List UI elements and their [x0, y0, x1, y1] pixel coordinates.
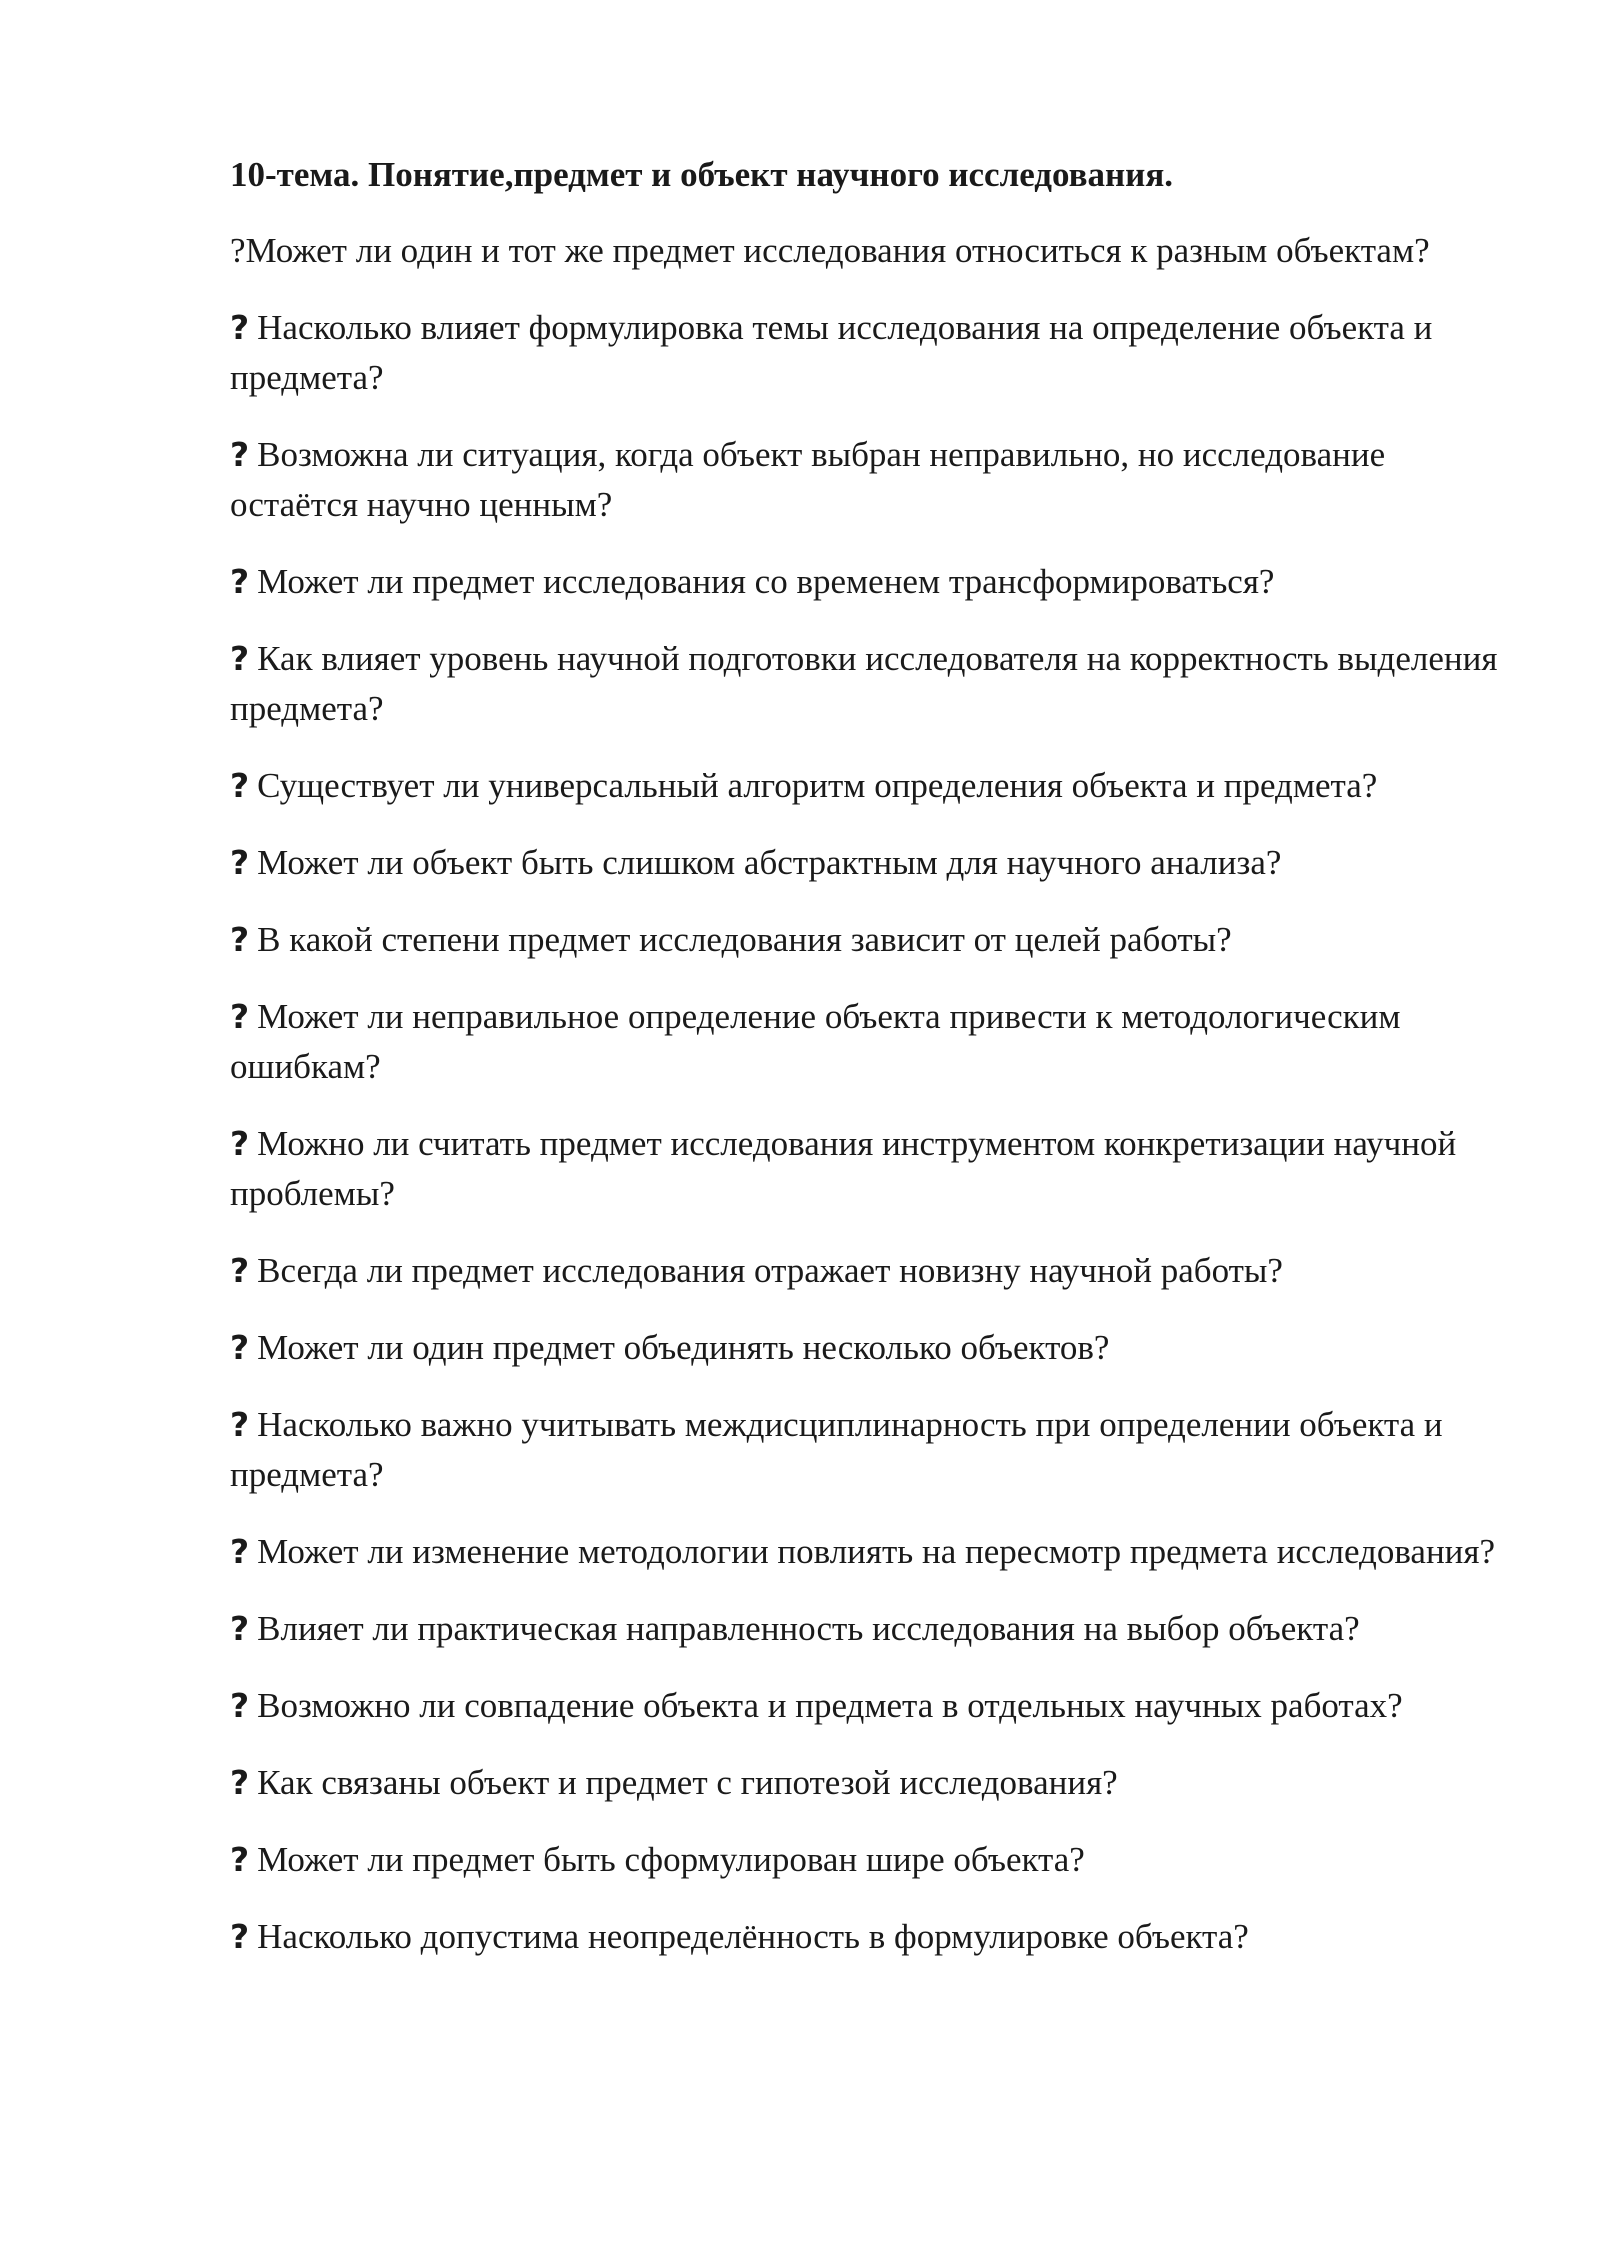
- question-item: [230, 634, 1500, 734]
- question-item: [230, 303, 1500, 403]
- question-mark-icon: ?: [230, 562, 250, 601]
- question-mark-icon: ?: [230, 1328, 250, 1367]
- question-text: В какой степени предмет исследования зависит от целей работы?: [257, 920, 1232, 959]
- question-item: [230, 838, 1500, 888]
- question-text: Насколько влияет формулировка темы исследования на определение объекта и предмета?: [230, 308, 1433, 397]
- question-mark-icon: ?: [230, 308, 250, 347]
- question-item: [230, 1246, 1500, 1296]
- question-text: Насколько важно учитывать междисциплинарность при определении объекта и предмета?: [230, 1405, 1443, 1494]
- question-item: [230, 430, 1500, 530]
- question-item: [230, 1912, 1500, 1962]
- question-item: [230, 761, 1500, 811]
- question-mark-icon: ?: [230, 1686, 250, 1725]
- document-title: 10-тема. Понятие,предмет и объект научного исследования.: [230, 155, 1174, 194]
- question-mark-icon: ?: [230, 843, 250, 882]
- question-mark-icon: ?: [230, 1609, 250, 1648]
- question-mark-icon: ?: [230, 766, 250, 805]
- document-content: [230, 150, 1500, 1989]
- question-item: [230, 1604, 1500, 1654]
- question-item: [230, 1400, 1500, 1500]
- question-item: [230, 226, 1500, 276]
- question-mark-icon: ?: [230, 1251, 250, 1290]
- question-text: Как связаны объект и предмет с гипотезой исследования?: [257, 1763, 1118, 1802]
- question-text: Возможна ли ситуация, когда объект выбран неправильно, но исследование остаётся научно ценным?: [230, 435, 1386, 524]
- question-mark-icon: ?: [230, 1532, 250, 1571]
- question-item: [230, 557, 1500, 607]
- question-text: Может ли один предмет объединять несколько объектов?: [257, 1328, 1110, 1367]
- question-text: Может ли предмет быть сформулирован шире объекта?: [257, 1840, 1085, 1879]
- question-item: [230, 1681, 1500, 1731]
- question-item: [230, 1119, 1500, 1219]
- question-mark-icon: ?: [230, 1917, 250, 1956]
- question-item: [230, 1527, 1500, 1577]
- question-text: Может ли предмет исследования со временем трансформироваться?: [257, 562, 1275, 601]
- question-item: [230, 992, 1500, 1092]
- question-item: [230, 1323, 1500, 1373]
- question-mark-icon: ?: [230, 435, 250, 474]
- question-mark-icon: ?: [230, 231, 246, 270]
- question-mark-icon: ?: [230, 997, 250, 1036]
- question-text: Может ли объект быть слишком абстрактным для научного анализа?: [257, 843, 1282, 882]
- question-item: [230, 1835, 1500, 1885]
- question-text: Как влияет уровень научной подготовки исследователя на корректность выделения предмета?: [230, 639, 1498, 728]
- question-mark-icon: ?: [230, 1124, 250, 1163]
- question-mark-icon: ?: [230, 1840, 250, 1879]
- question-mark-icon: ?: [230, 639, 250, 678]
- question-text: Влияет ли практическая направленность исследования на выбор объекта?: [257, 1609, 1360, 1648]
- question-item: [230, 915, 1500, 965]
- question-text: Всегда ли предмет исследования отражает новизну научной работы?: [257, 1251, 1283, 1290]
- question-text: Может ли неправильное определение объекта привести к методологическим ошибкам?: [230, 997, 1401, 1086]
- question-text: Можно ли считать предмет исследования инструментом конкретизации научной проблемы?: [230, 1124, 1457, 1213]
- question-mark-icon: ?: [230, 920, 250, 959]
- question-text: Существует ли универсальный алгоритм определения объекта и предмета?: [257, 766, 1378, 805]
- question-mark-icon: ?: [230, 1763, 250, 1802]
- question-item: [230, 1758, 1500, 1808]
- question-mark-icon: ?: [230, 1405, 250, 1444]
- question-text: Может ли изменение методологии повлиять на пересмотр предмета исследования?: [257, 1532, 1496, 1571]
- question-text: Возможно ли совпадение объекта и предмета в отдельных научных работах?: [257, 1686, 1403, 1725]
- question-text: Может ли один и тот же предмет исследования относиться к разным объектам?: [245, 231, 1430, 270]
- question-text: Насколько допустима неопределённость в формулировке объекта?: [257, 1917, 1249, 1956]
